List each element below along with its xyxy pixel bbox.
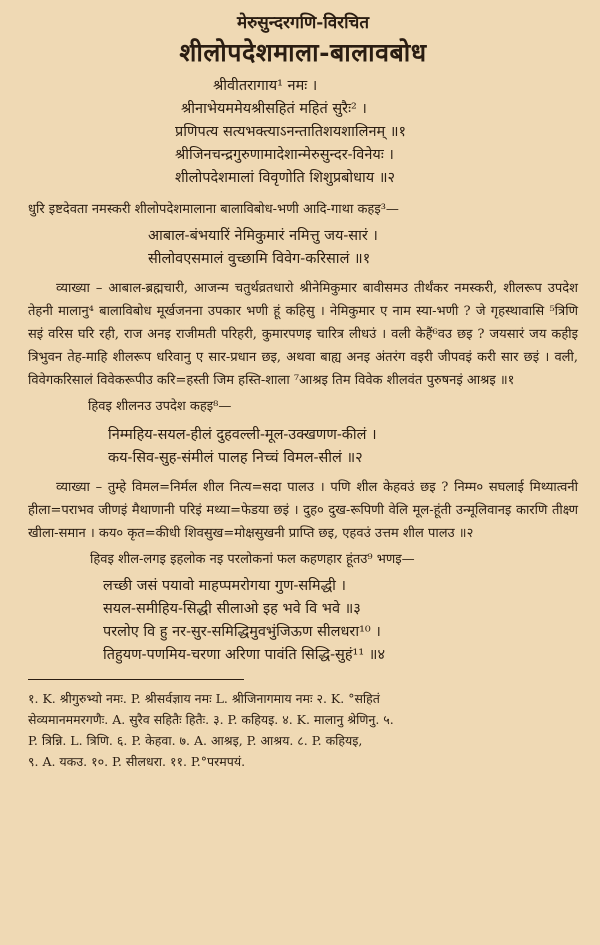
commentary-paragraph: व्याख्या – तुम्हे विमल=निर्मल शील नित्य=सदा पालउ । पणि शील केहवउं छइ ? निम्म० सघलाई मिथ्यात्वनी हीला=पराभव जीणइं मैथाणानी परिइं मथ्या=फेडया छइं । दुह० दुख-रूपिणी वेलि मूल-हूंती उन्मूलिवानइ कारणि तीक्ष्ण खीला-समान । कय० कृत=कीधी शिवसुख=मोक्षसुखनी प्राप्ति छइ, एहवउं उत्तम शील पालउ ॥२	[28, 480, 578, 541]
intro-line: धुरि इष्टदेवता नमस्करी शीलोपदेशमालाना बालाविबोध-भणी आदि-गाथा कहइ³—	[28, 202, 399, 217]
footnote-line: P. त्रिन्नि. L. त्रिणि. ६. P. केहवा. ७. A. आश्रइ, P. आश्रय. ८. P. कहियइ,	[28, 733, 363, 748]
verse-line: श्रीजिनचन्द्रगुरुणामादेशान्मेरुसुन्दर-विनेयः ।	[175, 147, 394, 163]
verse-line: श्रीवीतरागाय¹ नमः ।	[213, 78, 318, 94]
footnote-line: सेव्यमानममरगणैः. A. सुरैव सहितैः हितैः. ३. P. कहियइ. ४. K. मालानु श्रेणिनु. ५.	[28, 712, 394, 727]
footnotes	[28, 688, 578, 772]
author-attribution: मेरुसुन्दरगणि-विरचित	[236, 13, 370, 33]
document-title: शीलोपदेशमाला-बालावबोध	[179, 38, 427, 67]
verse-line: तिहुयण-पणमिय-चरणा अरिणा पावंति सिद्धि-सुहं¹¹ ॥४	[103, 647, 386, 663]
footnote-line: ९. A. यकउ. १०. P. सीलधरा. ११. P.°परमपयं.	[28, 754, 246, 769]
gatha-1	[148, 225, 578, 271]
section-subheading: हिवइ शील-लगइ इहलोक नइ परलोकनां फल कहणहार हूंतउ⁹ भणइ—	[90, 552, 415, 567]
gatha-3-4	[103, 575, 578, 667]
verse-line: सयल-समीहिय-सिद्धी सीलाओ इह भवे वि भवे ॥३	[103, 601, 361, 617]
footnote-divider	[28, 679, 244, 680]
verse-line: श्रीनाभेयममेयश्रीसहितं महितं सुरैः² ।	[181, 101, 367, 117]
gatha-2	[108, 424, 578, 470]
verse-line: कय-सिव-सुह-संमीलं पालह निच्चं विमल-सीलं ॥२	[108, 450, 363, 466]
verse-line: सीलोवएसमालं वुच्छामि विवेग-करिसालं ॥१	[148, 251, 371, 267]
verse-line: प्रणिपत्य सत्यभक्त्याऽनन्तातिशयशालिनम् ॥१	[175, 124, 407, 140]
verse-line: परलोए वि हु नर-सुर-समिद्धिमुवभुंजिऊण सीलधरा¹⁰ ।	[103, 624, 381, 640]
commentary-paragraph: व्याख्या – आबाल-ब्रह्मचारी, आजन्म चतुर्थव्रतधारो श्रीनेमिकुमार बावीसमउ तीर्थंकर नमस्करी, शीलरूप उपदेश तेहनी मालानु⁴ बालाविबोध मूर्खजनना उपकार भणी हूं कहिसु । नेमिकुमार ए नाम स्या-भणी ? जे गृहस्थावासि ⁵त्रिणि सइं वरिस घरि रही, राज अनइ राजीमती परिहरी, कुमारपणइ चारित्र लीधउं । वली केहैं⁶वउ छइ ? जयसारं जय कहीइ त्रिभुवन तेह-माहि शीलरूप धरिवानु ए सार-प्रधान छइ, अथवा बाह्य अनइ अंतरंग वइरी जीपवइं करी सार छइं । वली, विवेगकरिसालं विवेकरूपीउ करि=हस्ती जिम हस्ति-शाला ⁷आश्रइ तिम विवेक शीलवंत पुरुषनइं आश्रइ ॥१	[28, 281, 578, 388]
section-subheading: हिवइ शीलनउ उपदेश कहइ⁸—	[88, 399, 232, 414]
invocation-verses	[175, 75, 578, 190]
verse-line: निम्महिय-सयल-हीलं दुहवल्ली-मूल-उक्खणण-कीलं ।	[108, 427, 377, 443]
verse-line: आबाल-बंभयारिं नेमिकुमारं नमित्तु जय-सारं ।	[148, 228, 378, 244]
verse-line: शीलोपदेशमालां विवृणोति शिशुप्रबोधाय ॥२	[175, 170, 396, 186]
verse-line: लच्छी जसं पयावो माहप्पमरोगया गुण-समिद्धी ।	[103, 578, 347, 594]
footnote-line: १. K. श्रीगुरुभ्यो नमः. P. श्रीसर्वज्ञाय नमः L. श्रीजिनागमाय नमः २. K. °सहितं	[28, 691, 380, 706]
